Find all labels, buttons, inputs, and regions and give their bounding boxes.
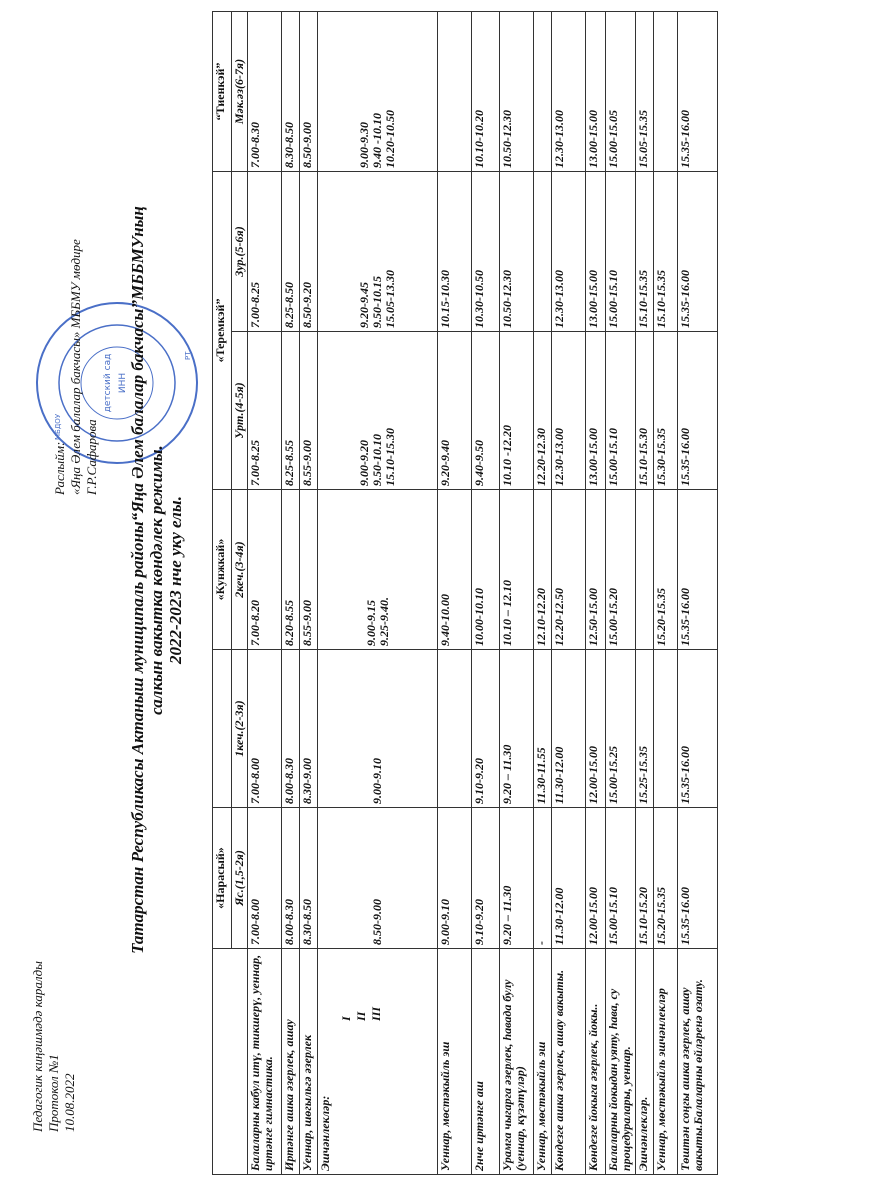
activity-label: Уеннар, шөгыльгә әзерлек: [300, 1034, 314, 1171]
time-cell: 15.10-15.35: [654, 172, 678, 332]
time-cell: 9.00-9.10: [438, 808, 472, 949]
time-cell: 15.10-15.30: [636, 332, 654, 490]
schedule-table: [212, 11, 718, 1175]
table-row: [500, 12, 534, 1175]
time-cell: 10.50-12.30: [500, 12, 534, 172]
activity-cell: [586, 949, 606, 1175]
time-cell: 7.00-8.20: [248, 490, 282, 650]
table-row: [654, 12, 678, 1175]
time-cell: 12.50-15.00: [586, 490, 606, 650]
date-line: 10.08.2022: [62, 1073, 77, 1132]
activity-label: Эшчәнлекләр.: [636, 1096, 650, 1171]
time-cell: 12.00-15.00: [586, 808, 606, 949]
title-line-1: Татарстан Республикасы Актаныш муниципаль районы“Яңа Әлем балалар бакчасы”МББМУның: [128, 206, 147, 954]
time-cell: [654, 12, 678, 172]
time-cell: [438, 650, 472, 808]
activity-label: Уеннар, мөстәкыйль эшчәнлекләр: [654, 988, 668, 1171]
time-cell: 15.10-15.35: [636, 172, 654, 332]
column-header: Яс.(1,5-2я): [232, 808, 248, 949]
time-cell: 10.30-10.50: [472, 172, 500, 332]
activity-cell: [534, 949, 552, 1175]
time-cell: 15.35-16.00: [678, 490, 718, 650]
time-cell: 9.20 – 11.30: [500, 650, 534, 808]
time-cell: 9.00-9.30 9.40 -10.10 10.20-10.50: [318, 12, 438, 172]
time-cell: 15.00-15.05: [606, 12, 636, 172]
time-cell: 12.30-13.00: [552, 172, 586, 332]
table-row: [282, 12, 300, 1175]
table-row: [248, 12, 282, 1175]
time-cell: [654, 650, 678, 808]
activity-cell: [318, 949, 438, 1175]
activity-cell: [500, 949, 534, 1175]
time-cell: 9.00-9.15 9.25-9.40.: [318, 490, 438, 650]
time-cell: 13.00-15.00: [586, 12, 606, 172]
time-cell: 15.35-16.00: [678, 650, 718, 808]
time-cell: 15.20-15.35: [654, 808, 678, 949]
document-title: [128, 90, 185, 1070]
activity-label: Урамга чыгарга әзерлек, һавада булу (уеннар, күзәтүләр): [500, 979, 527, 1171]
time-cell: 8.00-8.30: [282, 808, 300, 949]
svg-text:РТ: РТ: [184, 351, 192, 360]
activity-cell: [248, 949, 282, 1175]
approval-council-block: [30, 961, 78, 1132]
time-cell: 12.20-12.50: [552, 490, 586, 650]
time-cell: 8.25-8.50: [282, 172, 300, 332]
activity-label: Уеннар, мөстәкыйль эш: [534, 1041, 548, 1171]
approval-director-block: [52, 239, 100, 495]
time-cell: 8.55-9.00: [300, 332, 318, 490]
time-cell: 10.00-10.10: [472, 490, 500, 650]
column-header: Зур.(5-6я): [232, 172, 248, 332]
time-cell: 7.00-8.00: [248, 650, 282, 808]
time-cell: 9.00-9.10: [318, 650, 438, 808]
time-cell: 8.30-8.50: [282, 12, 300, 172]
group-header: «Кунжкай»: [213, 490, 232, 650]
activity-label: Балаларны йокыдан уяту, һава, су процедуралары, уеннар.: [606, 988, 633, 1171]
time-cell: [534, 12, 552, 172]
time-cell: 11.30-12.00: [552, 808, 586, 949]
time-cell: 15.00-15.25: [606, 650, 636, 808]
time-cell: 9.10-9.20: [472, 808, 500, 949]
activity-cell: [636, 949, 654, 1175]
group-header: «Теремкэй”: [213, 172, 232, 490]
time-cell: 15.05-15.35: [636, 12, 654, 172]
time-cell: 12.20-12.30: [534, 332, 552, 490]
time-cell: 15.35-16.00: [678, 172, 718, 332]
time-cell: 13.00-15.00: [586, 172, 606, 332]
time-cell: 13.00-15.00: [586, 332, 606, 490]
time-cell: 11.30-11.55: [534, 650, 552, 808]
column-header: 1кеч.(2-3я): [232, 650, 248, 808]
svg-text:МБДОУ: МБДОУ: [54, 413, 62, 440]
time-cell: 12.30-13.00: [552, 12, 586, 172]
time-cell: 15.10-15.20: [636, 808, 654, 949]
time-cell: 10.15-10.30: [438, 172, 472, 332]
time-cell: [438, 12, 472, 172]
roman-numeral: III: [369, 1006, 383, 1021]
activity-cell: [678, 949, 718, 1175]
activity-header: [213, 949, 248, 1175]
time-cell: 11.30-12.00: [552, 650, 586, 808]
table-row: [678, 12, 718, 1175]
approve-line: Раслыйм:: [52, 441, 67, 495]
time-cell: 8.00-8.30: [282, 650, 300, 808]
activity-cell: [654, 949, 678, 1175]
time-cell: 8.25-8.55: [282, 332, 300, 490]
activity-cell: [552, 949, 586, 1175]
group-header: «Нарасый»: [213, 808, 232, 949]
time-cell: 8.50-9.00: [318, 808, 438, 949]
time-cell: 15.20-15.35: [654, 490, 678, 650]
activity-label: Төштән соңгы ашка әзерлек, ашау вакыты.Балаларны өйләренә озату.: [678, 979, 705, 1171]
roman-numeral: I: [339, 1016, 353, 1021]
time-cell: 7.00-8.25: [248, 172, 282, 332]
group-header-row: [213, 12, 232, 1175]
time-cell: 15.00-15.10: [606, 172, 636, 332]
time-cell: 9.40-9.50: [472, 332, 500, 490]
time-cell: 15.00-15.10: [606, 332, 636, 490]
time-cell: 15.35-16.00: [678, 332, 718, 490]
time-cell: 8.20-8.55: [282, 490, 300, 650]
time-cell: 8.30-9.00: [300, 650, 318, 808]
group-header: [213, 650, 232, 808]
time-cell: 12.10-12.20: [534, 490, 552, 650]
table-row: [606, 12, 636, 1175]
svg-text:детский сад: детский сад: [103, 353, 113, 413]
table-row: [472, 12, 500, 1175]
time-cell: 7.00-8.00: [248, 808, 282, 949]
time-cell: 8.55-9.00: [300, 490, 318, 650]
time-cell: 10.50-12.30: [500, 172, 534, 332]
activity-label: Иртәнге ашка әзерлек, ашау: [282, 1019, 296, 1171]
time-cell: 15.25-15.35: [636, 650, 654, 808]
time-cell: 9.40-10.00: [438, 490, 472, 650]
time-cell: 8.50-9.00: [300, 12, 318, 172]
table-row: [438, 12, 472, 1175]
time-cell: 12.00-15.00: [586, 650, 606, 808]
time-cell: 9.20-9.40: [438, 332, 472, 490]
table-row: [318, 12, 438, 1175]
time-cell: 10.10 – 12.10: [500, 490, 534, 650]
schedule-body: [248, 12, 718, 1175]
time-cell: -: [534, 808, 552, 949]
time-cell: 9.20-9.45 9.50-10.15 15.05-13.30: [318, 172, 438, 332]
time-cell: [636, 490, 654, 650]
roman-numeral: II: [354, 1011, 368, 1021]
activity-label: Көндезге йокыга әзерлек, йокы..: [586, 1003, 600, 1171]
activity-label: Балаларны кабул итү, тикшерү, уеннар, иртәнге гимнастика.: [248, 954, 275, 1171]
council-line: Педагогик киңәшмәдә каралды: [30, 961, 45, 1132]
director-name: Г.Р.Сафарова: [84, 419, 99, 495]
activity-cell: [438, 949, 472, 1175]
time-cell: 15.00-15.20: [606, 490, 636, 650]
time-cell: 9.00-9.20 9.50-10.10 15.10-15.30: [318, 332, 438, 490]
time-cell: 8.30-8.50: [300, 808, 318, 949]
svg-text:ИНН: ИНН: [118, 372, 128, 394]
activity-cell: [606, 949, 636, 1175]
table-row: [552, 12, 586, 1175]
time-cell: 10.10 -12.20: [500, 332, 534, 490]
column-header: Мәк.әз(6-7я): [232, 12, 248, 172]
time-cell: [534, 172, 552, 332]
column-header: 2кеч.(3-4я): [232, 490, 248, 650]
table-row: [586, 12, 606, 1175]
time-cell: 12.30-13.00: [552, 332, 586, 490]
table-row: [300, 12, 318, 1175]
time-cell: 7.00-8.25: [248, 332, 282, 490]
time-cell: 15.35-16.00: [678, 808, 718, 949]
time-cell: 7.00-8.30: [248, 12, 282, 172]
time-cell: 10.10-10.20: [472, 12, 500, 172]
table-row: [636, 12, 654, 1175]
time-cell: 15.35-16.00: [678, 12, 718, 172]
group-header: “Тиенкэй”: [213, 12, 232, 172]
table-row: [534, 12, 552, 1175]
activity-cell: [472, 949, 500, 1175]
activity-label: Көндезге ашка әзерлек, ашау вакыты.: [552, 969, 566, 1171]
column-header: Урт.(4-5я): [232, 332, 248, 490]
time-cell: 15.30-15.35: [654, 332, 678, 490]
time-cell: 8.50-9.20: [300, 172, 318, 332]
activity-cell: [300, 949, 318, 1175]
protocol-line: Протокол №1: [46, 1054, 61, 1132]
time-cell: 15.00-15.10: [606, 808, 636, 949]
time-cell: 9.10-9.20: [472, 650, 500, 808]
title-line-2: салкын вакытка көндәлек режимы.: [147, 445, 166, 715]
activity-label: Уеннар, мөстәкыйль эш: [438, 1041, 452, 1171]
activity-label: 2нче иртәнге аш: [472, 1081, 486, 1171]
time-cell: 9.20 – 11.30: [500, 808, 534, 949]
director-line: «Яңа Әлем балалар бакчасы» МББМУ мөдире: [68, 239, 83, 495]
activity-label: Эшчәнлекләр:: [318, 1095, 332, 1171]
activity-cell: [282, 949, 300, 1175]
title-line-3: 2022-2023 нче уку елы.: [166, 496, 185, 664]
